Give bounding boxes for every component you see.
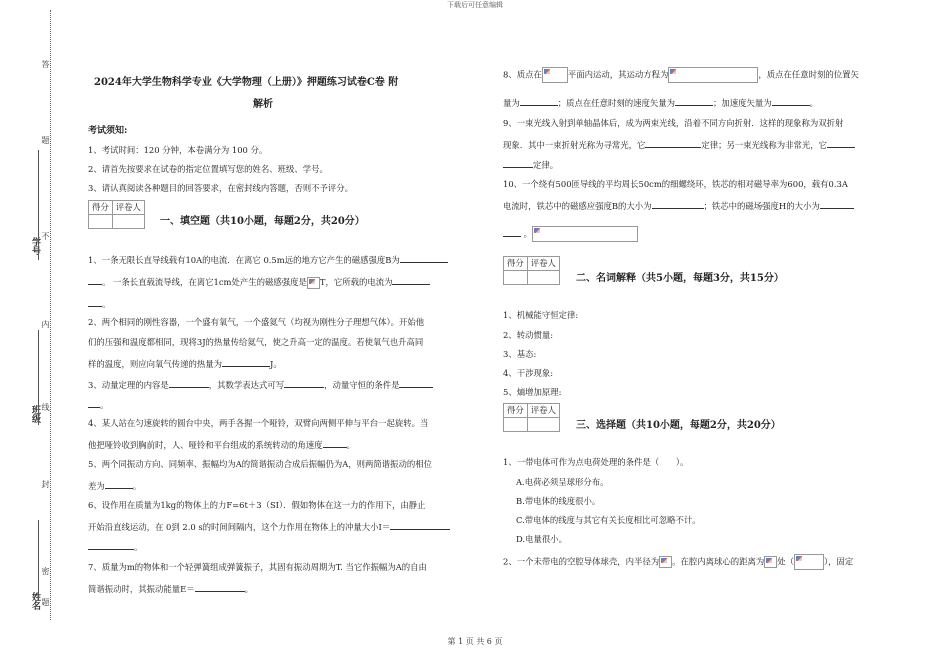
binding-dotted-line [50,10,51,620]
question-text: 开始沿直线运动，在 0到 2.0 s的时间间隔内，这个力作用在物体上的冲量大小I＝ [88,520,450,533]
score-cell[interactable] [504,271,528,285]
margin-label-student-id: 学号 [30,237,40,255]
term-item: 5、熵增加原理: [503,387,562,397]
score-label: 得分 [89,201,113,215]
question-text: 定律。 [503,158,558,171]
class-line [38,330,39,425]
grader-cell[interactable] [527,271,559,285]
term-item: 4、干涉现象: [503,368,554,378]
notice-item: 3、请认真阅读各种题目的回答要求，在密封线内答题，否则不予评分。 [88,183,353,193]
answer-blank[interactable] [503,227,521,237]
question-text: 2、一个未带电的空腔导体球壳，内半径为 。在腔内离球心的距离为 处（ ），固定 [503,554,853,570]
margin-char-bu: 不 [41,232,50,240]
formula-image-icon [669,68,680,78]
question-text: 7、质量为m的物体和一个轻弹簧组成弹簧振子，其固有振动周期为T. 当它作振幅为A的自由 [88,562,427,572]
question-text: 量为 ；质点在任意时刻的速度矢量为 ；加速度矢量为 。 [503,98,818,108]
question-text: 1、一带电体可作为点电荷处理的条件是（ ）。 [503,457,689,467]
notice-item: 1、考试时间：120 分钟，本卷满分为 100 分。 [88,145,268,155]
margin-char-xian: 线 [41,403,50,411]
formula-image-box [542,67,568,83]
option-item[interactable]: A.电荷必须呈球形分布。 [516,477,609,487]
answer-blank[interactable] [645,138,701,148]
question-text: 3、动量定理的内容是 ，其数学表达式可写 ，动量守恒的条件是 [88,378,433,391]
section3-heading: 三、选择题（共10小题，每题2分，共20分） [576,420,781,431]
term-item: 2、转动惯量: [503,330,554,340]
grader-label: 评卷人 [527,257,559,271]
question-text: 6、设作用在质量为1kg的物体上的力F=6t＋3（SI）．假如物体在这一力的作用下，由静止 [88,500,426,510]
grader-label: 评卷人 [527,404,559,418]
margin-char-ti2: 题 [41,598,50,606]
margin-char-nei: 内 [41,320,50,328]
score-table [88,200,145,229]
notice-item: 2、请首先按要求在试卷的指定位置填写您的姓名、班级、学号。 [88,164,328,174]
name-line [38,520,39,600]
answer-blank[interactable] [820,199,854,209]
page-footer: 第 1 页 共 6 页 [447,637,503,646]
answer-blank[interactable] [399,378,433,388]
score-label: 得分 [504,404,528,418]
formula-image-box [668,67,758,83]
question-text: 9、一束光线入射到单轴晶体后，成为两束光线，沿着不同方向折射．这样的现象称为双折射 [503,118,844,128]
score-label: 得分 [504,257,528,271]
margin-char-ti: 题 [41,136,50,144]
formula-image-icon [543,68,554,78]
question-text: 。 [88,297,110,310]
answer-blank[interactable] [195,582,245,592]
grader-label: 评卷人 [112,201,144,215]
answer-blank[interactable] [392,275,430,285]
answer-blank[interactable] [503,158,533,168]
question-text: 8、质点在 平面内运动，其运动方程为 ，质点在任意时刻的位置矢 [503,67,859,83]
answer-blank[interactable] [88,275,102,285]
formula-image-icon [659,556,672,568]
question-text: 电流时，铁芯中的磁感应强度B的大小为 ；铁芯中的磁场强度H的大小为 [503,199,854,212]
question-text: 10、一个绕有500匝导线的平均周长50cm的细螺绕环，铁芯的相对磁导率为600，载有0.3A [503,179,848,189]
margin-char-mi: 密 [41,567,50,575]
header-note: 下载后可任意编辑 [447,1,503,9]
margin-label-class: 班级 [30,405,40,423]
term-item: 1、机械能守恒定律: [503,310,579,320]
section2-heading: 二、名词解释（共5小题，每题3分，共15分） [576,273,784,284]
formula-image-icon [795,555,806,565]
option-item[interactable]: D.电量很小。 [516,534,567,544]
score-cell[interactable] [89,215,113,229]
answer-blank[interactable] [169,378,209,388]
grader-cell[interactable] [112,215,144,229]
exam-title-line2: 解析 [253,99,273,110]
formula-image-icon [307,277,320,289]
formula-image-box [532,226,638,242]
question-text: 样的温度，则应向氧气传递的热量为 J。 [88,359,282,369]
question-text: 简谐振动时，其振动能量E＝ 。 [88,584,253,594]
question-text: 4、某人站在匀速旋转的圆台中央，两手各握一个哑铃，双臂向两侧平伸与平台一起旋转。当 [88,418,429,428]
margin-label-name: 姓名 [30,592,40,610]
formula-image-icon [764,556,777,568]
question-text: 2、两个相同的刚性容器，一个盛有氧气，一个盛氦气（均视为刚性分子理想气体）。开始他 [88,317,425,327]
answer-blank[interactable] [88,540,134,550]
answer-blank[interactable] [88,297,102,307]
exam-title-line1: 2024年大学生物科学专业《大学物理（上册）》押题练习试卷C卷 附 [94,77,399,88]
notice-heading: 考试须知: [88,126,128,136]
question-text: 们的压强和温度都相同，现将3J的热量传给氦气，使之升高一定的温度。若使氧气也升高同 [88,337,424,347]
section1-heading: 一、填空题（共10小题，每题2分，共20分） [160,216,365,227]
question-text: 5、两个同振动方向、同频率、振幅均为A的简谐振动合成后振幅仍为A，则两简谐振动的相位 [88,459,433,469]
answer-blank[interactable] [520,96,558,106]
question-text: 。 [88,398,108,411]
answer-blank[interactable] [827,138,855,148]
student-id-line [38,150,39,260]
question-text: 现象．其中一束折射光称为寻常光，它 定律；另一束光线称为非常光，它 [503,138,855,151]
margin-char-da: 答 [41,60,50,68]
answer-blank[interactable] [400,253,448,263]
option-item[interactable]: C.带电体的线度与其它有关长度相比可忽略不计。 [516,515,701,525]
question-text: 。 一条长直载流导线，在离它1cm处产生的磁感强度是 T，它所载的电流为 [88,275,430,289]
question-text: 1、一条无限长直导线载有10A的电流．在离它 0.5m远的地方它产生的磁感强度B为 [88,253,448,266]
option-item[interactable]: B.带电体的线度很小。 [516,496,601,506]
score-cell[interactable] [504,418,528,432]
answer-blank[interactable] [772,96,810,106]
answer-blank[interactable] [284,378,324,388]
margin-char-feng: 封 [41,480,50,488]
score-table [503,403,560,432]
answer-blank[interactable] [675,96,713,106]
answer-blank[interactable] [390,520,450,530]
term-item: 3、基态: [503,349,537,359]
question-text: 。 [88,540,142,553]
formula-image-box [794,554,824,570]
question-text: 差为 。 [88,481,142,491]
answer-blank[interactable] [222,357,270,367]
question-text: 。 [503,226,638,242]
score-table [503,256,560,285]
answer-blank[interactable] [323,438,347,448]
question-text: 他把哑铃收到胸前时，人、哑铃和平台组成的系统转动的角速度 。 [88,440,355,450]
grader-cell[interactable] [527,418,559,432]
formula-image-icon [533,227,544,237]
answer-blank[interactable] [105,479,133,489]
answer-blank[interactable] [88,398,100,408]
answer-blank[interactable] [652,199,704,209]
